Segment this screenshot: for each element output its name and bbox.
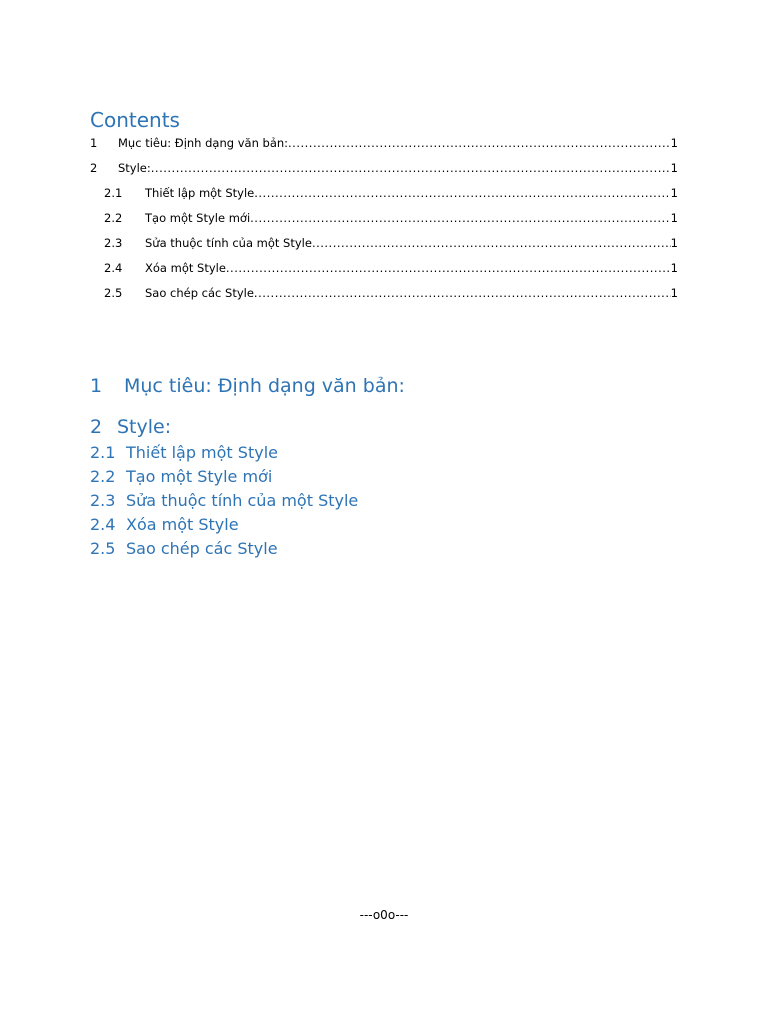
subheading-text: Sao chép các Style — [126, 539, 278, 558]
toc-entry-number: 2.4 — [104, 261, 123, 275]
toc-leader-dots — [288, 133, 671, 153]
subheading — [90, 514, 239, 536]
toc-entry-number: 2.1 — [104, 186, 123, 200]
toc-entry[interactable] — [90, 208, 678, 233]
heading-text: Mục tiêu: Định dạng văn bản: — [124, 375, 405, 397]
subheading-text: Xóa một Style — [126, 515, 239, 534]
heading-number: 2 — [90, 416, 103, 438]
toc-entry-text: Sửa thuộc tính của một Style — [145, 236, 312, 250]
subheading — [90, 466, 272, 488]
toc-leader-dots — [312, 233, 671, 253]
toc-entry-page: 1 — [670, 186, 678, 200]
toc-leader-dots — [254, 183, 670, 203]
subheading-number: 2.5 — [90, 539, 116, 558]
heading-number: 1 — [90, 375, 103, 397]
toc-leader-dots — [250, 208, 671, 228]
toc-entry-text: Xóa một Style — [145, 261, 226, 275]
subheading-text: Sửa thuộc tính của một Style — [126, 491, 359, 510]
toc-title: Contents — [90, 108, 180, 132]
subheading — [90, 442, 278, 464]
subheading-text: Tạo một Style mới — [126, 467, 273, 486]
toc-leader-dots — [151, 158, 671, 178]
toc-entry-text: Style: — [118, 161, 151, 175]
toc-entry[interactable] — [90, 258, 678, 283]
toc-leader-dots — [226, 258, 671, 278]
toc-leader-dots — [254, 283, 671, 303]
page-footer: ---o0o--- — [359, 908, 409, 922]
heading-2 — [90, 415, 171, 439]
subheading-text: Thiết lập một Style — [126, 443, 278, 462]
heading-1 — [90, 374, 405, 398]
toc-entry[interactable] — [90, 133, 678, 158]
toc-entry[interactable] — [90, 183, 678, 208]
toc-entry-page: 1 — [670, 286, 678, 300]
toc-entry-number: 1 — [90, 136, 98, 150]
subheading-number: 2.4 — [90, 515, 116, 534]
toc-entry[interactable] — [90, 233, 678, 258]
toc-entry-text: Tạo một Style mới — [145, 211, 251, 225]
heading-text: Style: — [117, 416, 172, 438]
subheading — [90, 538, 278, 560]
toc-entry-number: 2 — [90, 161, 98, 175]
toc-entry-text: Sao chép các Style — [145, 286, 254, 300]
subheading-number: 2.1 — [90, 443, 116, 462]
toc-entry[interactable] — [90, 158, 678, 183]
toc-entry-number: 2.3 — [104, 236, 123, 250]
toc-entry-number: 2.2 — [104, 211, 123, 225]
toc-entry-page: 1 — [670, 236, 678, 250]
toc-entry-page: 1 — [670, 211, 678, 225]
toc-entry-page: 1 — [670, 136, 678, 150]
table-of-contents — [90, 133, 678, 308]
toc-entry-text: Thiết lập một Style — [145, 186, 255, 200]
subheading-number: 2.3 — [90, 491, 116, 510]
subheading — [90, 490, 358, 512]
toc-entry-page: 1 — [670, 161, 678, 175]
toc-entry-page: 1 — [670, 261, 678, 275]
toc-entry-text: Mục tiêu: Định dạng văn bản: — [118, 136, 289, 150]
toc-entry[interactable] — [90, 283, 678, 308]
toc-entry-number: 2.5 — [104, 286, 123, 300]
subheading-number: 2.2 — [90, 467, 116, 486]
